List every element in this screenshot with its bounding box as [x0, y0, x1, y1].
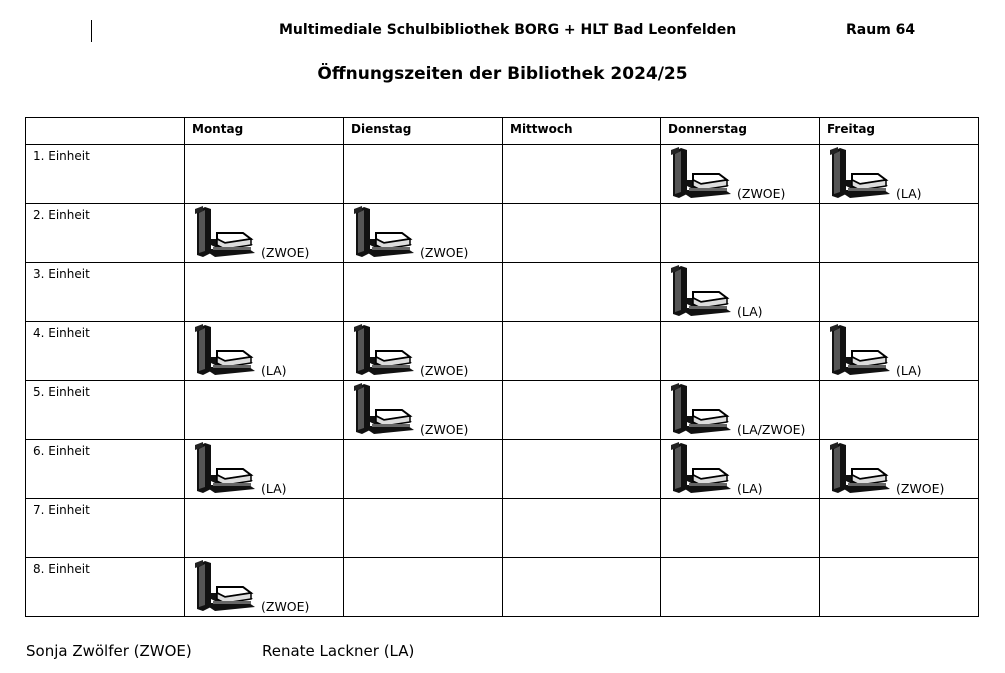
school-library-title: Multimediale Schulbibliothek BORG + HLT Bad Leonfelden [279, 22, 737, 38]
corner-cell [26, 118, 185, 145]
slot-cell [344, 499, 503, 558]
slot-cell [661, 204, 820, 263]
staff-code: (ZWOE) [896, 481, 945, 496]
book-stack-icon [350, 323, 416, 377]
slot-cell [344, 381, 503, 440]
book-stack-icon [826, 146, 892, 200]
book-stack-icon [667, 146, 733, 200]
book-stack-icon [667, 382, 733, 436]
slot-cell [503, 381, 661, 440]
slot-cell [661, 440, 820, 499]
slot-cell [820, 145, 979, 204]
book-stack-icon [191, 205, 257, 259]
table-row [26, 322, 979, 381]
opening-hours-table [25, 117, 979, 617]
book-stack-icon [667, 441, 733, 495]
day-header: Donnerstag [661, 118, 820, 145]
period-label: 6. Einheit [33, 444, 90, 458]
book-stack-icon [191, 559, 257, 613]
day-header: Dienstag [344, 118, 503, 145]
slot-cell [820, 499, 979, 558]
book-stack-icon [191, 441, 257, 495]
period-cell [26, 558, 185, 617]
period-label: 4. Einheit [33, 326, 90, 340]
staff-code: (LA/ZWOE) [737, 422, 806, 437]
staff-code: (LA) [896, 186, 922, 201]
day-header: Mittwoch [503, 118, 661, 145]
slot-cell [503, 499, 661, 558]
staff-code: (LA) [737, 481, 763, 496]
day-header: Freitag [820, 118, 979, 145]
table-row [26, 263, 979, 322]
period-label: 2. Einheit [33, 208, 90, 222]
slot-cell [185, 558, 344, 617]
staff-name-zwoe: Sonja Zwölfer (ZWOE) [26, 642, 192, 660]
slot-cell [344, 263, 503, 322]
slot-cell [185, 204, 344, 263]
slot-cell [344, 558, 503, 617]
slot-cell [344, 145, 503, 204]
period-label: 8. Einheit [33, 562, 90, 576]
slot-cell [820, 440, 979, 499]
period-cell [26, 145, 185, 204]
period-label: 5. Einheit [33, 385, 90, 399]
slot-cell [185, 263, 344, 322]
staff-code: (ZWOE) [420, 363, 469, 378]
period-label: 1. Einheit [33, 149, 90, 163]
slot-cell [661, 381, 820, 440]
book-stack-icon [350, 205, 416, 259]
slot-cell [661, 499, 820, 558]
slot-cell [503, 145, 661, 204]
period-cell [26, 381, 185, 440]
slot-cell [503, 322, 661, 381]
slot-cell [503, 440, 661, 499]
table-row [26, 204, 979, 263]
table-row [26, 440, 979, 499]
period-cell [26, 440, 185, 499]
staff-code: (ZWOE) [420, 245, 469, 260]
period-label: 3. Einheit [33, 267, 90, 281]
slot-cell [344, 322, 503, 381]
table-row [26, 499, 979, 558]
slot-cell [820, 204, 979, 263]
book-stack-icon [826, 441, 892, 495]
slot-cell [661, 558, 820, 617]
period-cell [26, 263, 185, 322]
slot-cell [661, 263, 820, 322]
room-label: Raum 64 [846, 22, 916, 38]
table-row [26, 381, 979, 440]
slot-cell [185, 145, 344, 204]
staff-code: (LA) [261, 363, 287, 378]
slot-cell [344, 204, 503, 263]
slot-cell [503, 558, 661, 617]
day-header: Montag [185, 118, 344, 145]
staff-code: (ZWOE) [737, 186, 786, 201]
period-cell [26, 499, 185, 558]
table-row [26, 558, 979, 617]
slot-cell [661, 145, 820, 204]
staff-code: (LA) [261, 481, 287, 496]
slot-cell [185, 381, 344, 440]
staff-code: (ZWOE) [420, 422, 469, 437]
period-label: 7. Einheit [33, 503, 90, 517]
slot-cell [185, 440, 344, 499]
staff-code: (LA) [737, 304, 763, 319]
staff-code: (LA) [896, 363, 922, 378]
period-cell [26, 204, 185, 263]
book-stack-icon [191, 323, 257, 377]
slot-cell [503, 204, 661, 263]
book-stack-icon [350, 382, 416, 436]
staff-name-la: Renate Lackner (LA) [262, 642, 415, 660]
slot-cell [503, 263, 661, 322]
slot-cell [344, 440, 503, 499]
table-header-row [26, 118, 979, 145]
table-row [26, 145, 979, 204]
book-stack-icon [826, 323, 892, 377]
slot-cell [820, 263, 979, 322]
text-cursor [91, 20, 92, 42]
slot-cell [185, 322, 344, 381]
staff-code: (ZWOE) [261, 245, 310, 260]
slot-cell [185, 499, 344, 558]
page-title: Öffnungszeiten der Bibliothek 2024/25 [317, 64, 688, 84]
slot-cell [661, 322, 820, 381]
slot-cell [820, 322, 979, 381]
staff-code: (ZWOE) [261, 599, 310, 614]
slot-cell [820, 558, 979, 617]
period-cell [26, 322, 185, 381]
book-stack-icon [667, 264, 733, 318]
slot-cell [820, 381, 979, 440]
